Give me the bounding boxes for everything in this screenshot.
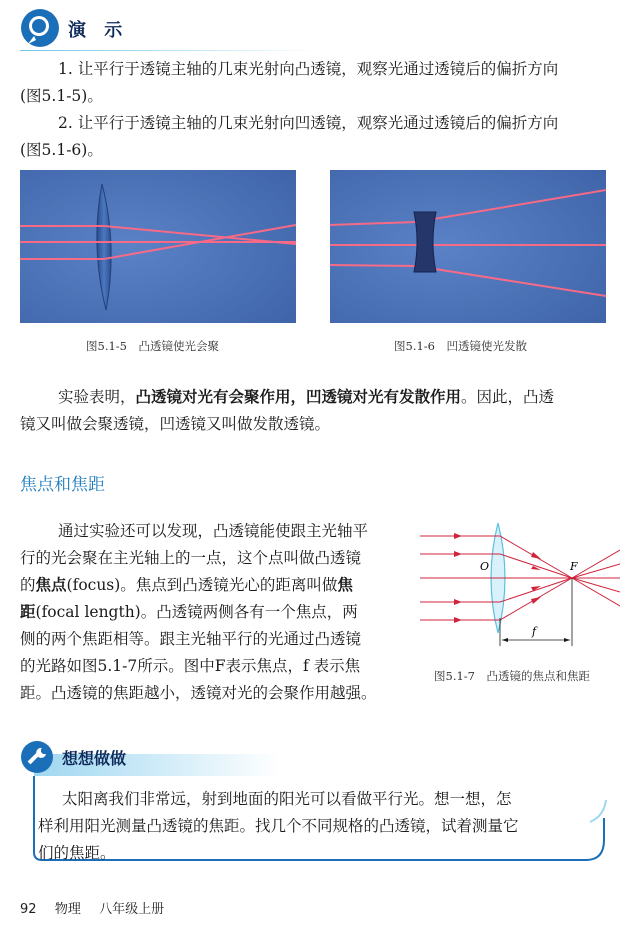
focus-line-3 <box>20 572 353 598</box>
think-line-1: 太阳离我们非常远，射到地面的阳光可以看做平行光。想一想，怎 <box>62 790 512 808</box>
page-number: 92 <box>20 902 37 917</box>
optical-center-label: O <box>480 560 490 573</box>
focus-line-6: 的光路如图5.1-7所示。图中F表示焦点，f 表示焦 <box>20 657 361 675</box>
demo-item-2-line2: (图5.1-6)。 <box>20 141 103 159</box>
wrench-icon <box>20 740 54 774</box>
focus-line-4 <box>20 599 358 625</box>
focus-point-label: F <box>570 560 578 573</box>
focus-text: 的 <box>20 576 36 594</box>
fig-5-1-7-caption: 图5.1-7 凸透镜的焦点和焦距 <box>434 669 590 683</box>
demo-item-1-line2: (图5.1-5)。 <box>20 87 103 105</box>
focus-line-2: 行的光会聚在主光轴上的一点，这个点叫做凸透镜 <box>20 549 362 567</box>
footer-grade: 八年级上册 <box>99 902 165 917</box>
focus-line-5: 侧的两个焦距相等。跟主光轴平行的光通过凸透镜 <box>20 630 362 648</box>
focal-length-label: f <box>532 625 537 638</box>
term-focus: 焦点 <box>35 575 67 594</box>
result-line-1 <box>58 384 554 410</box>
think-line-3: 们的焦距。 <box>38 844 116 862</box>
term-focal-length-a: 焦 <box>337 575 353 594</box>
demo-item-2-line1: 2. 让平行于透镜主轴的几束光射向凹透镜，观察光通过透镜后的偏折方向 <box>58 114 559 132</box>
think-line-2: 样利用阳光测量凸透镜的焦距。找几个不同规格的凸透镜，试着测量它 <box>38 817 519 835</box>
demo-rule <box>20 50 320 51</box>
concave-lens-photo <box>330 170 606 323</box>
focus-line-7: 距。凸透镜的焦距越小，透镜对光的会聚作用越强。 <box>20 684 377 702</box>
convex-lens-ray-diagram <box>420 518 620 653</box>
focus-text: (focus)。焦点到凸透镜光心的距离叫做 <box>66 576 338 594</box>
section-title: 焦点和焦距 <box>20 475 105 495</box>
fig-5-1-5-caption: 图5.1-5 凸透镜使光会聚 <box>86 339 219 353</box>
demo-title: 演 示 <box>68 20 129 41</box>
think-title: 想想做做 <box>62 749 127 768</box>
fig-5-1-6-caption: 图5.1-6 凹透镜使光发散 <box>394 339 527 353</box>
focus-line-1: 通过实验还可以发现，凸透镜能使跟主光轴平 <box>58 522 369 540</box>
demo-item-1-line1: 1. 让平行于透镜主轴的几束光射向凸透镜，观察光通过透镜后的偏折方向 <box>58 60 559 78</box>
focus-text: (focal length)。凸透镜两侧各有一个焦点，两 <box>35 603 358 621</box>
result-text-c: 。因此，凸透 <box>461 388 555 406</box>
result-text-a: 实验表明， <box>58 388 136 406</box>
footer <box>20 898 164 917</box>
footer-subject: 物理 <box>54 902 81 917</box>
term-focal-length-b: 距 <box>20 602 36 621</box>
result-line-2: 镜又叫做会聚透镜，凹透镜又叫做发散透镜。 <box>20 415 331 433</box>
demo-magnifier-icon <box>20 8 60 48</box>
result-emphasis: 凸透镜对光有会聚作用，凹透镜对光有发散作用 <box>135 387 462 406</box>
convex-lens-photo <box>20 170 296 323</box>
light-rays <box>420 536 620 620</box>
